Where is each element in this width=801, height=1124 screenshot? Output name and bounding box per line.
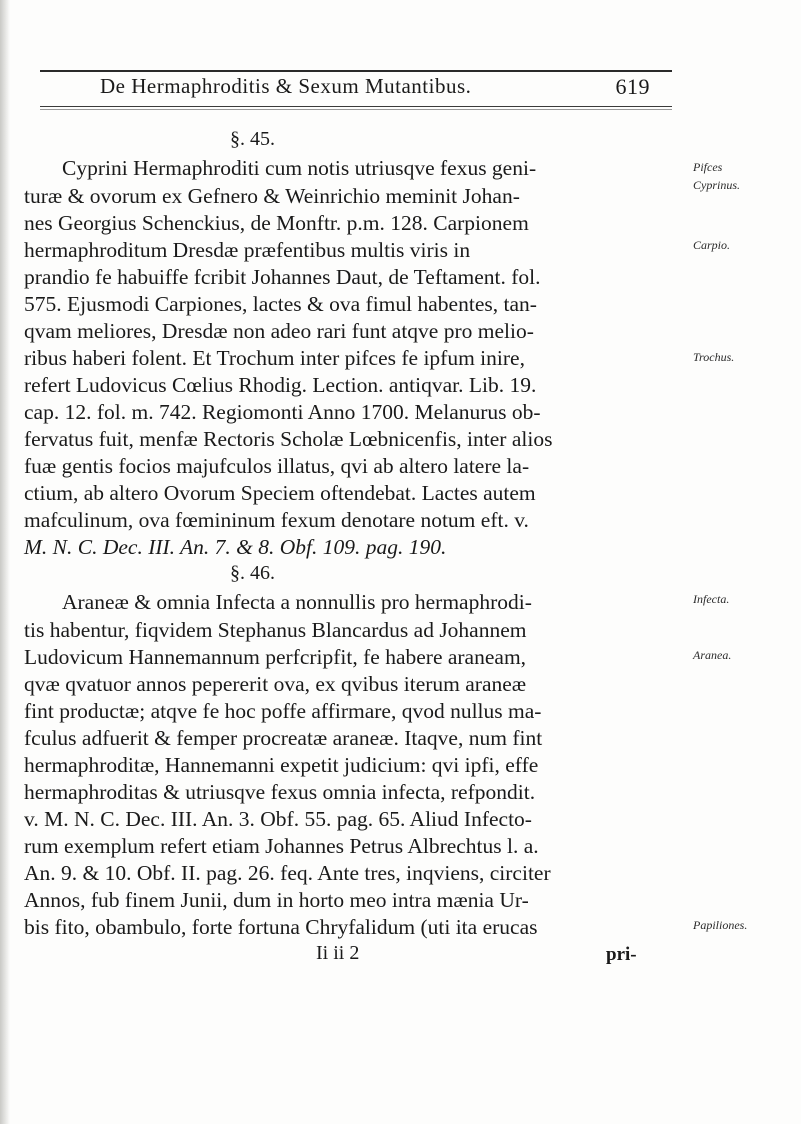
margin-note: Cyprinus. — [693, 178, 741, 192]
text-line: bis fito, obambulo, forte fortuna Chryfalidum (uti ita erucas — [24, 915, 538, 939]
text-line: Araneæ & omnia Infecta a nonnullis pro hermaphrodi- — [62, 590, 532, 614]
text-line: Cyprini Hermaphroditi cum notis utriusqve fexus geni- — [62, 156, 537, 180]
text-line: ribus haberi folent. Et Trochum inter pifces fe ipfum inire, — [24, 346, 525, 370]
section-mark: §. 46. — [230, 562, 275, 584]
text-line: refert Ludovicus Cœlius Rhodig. Lection. antiqvar. Lib. 19. — [24, 373, 537, 397]
margin-note: Trochus. — [693, 350, 735, 364]
margin-note: Aranea. — [693, 648, 732, 662]
text-line: fuæ gentis focios majufculos illatus, qvi ab altero latere la- — [24, 454, 530, 478]
header-rule-thin — [40, 109, 672, 110]
text-line: v. M. N. C. Dec. III. An. 3. Obf. 55. pag. 65. Aliud Infecto- — [24, 807, 532, 831]
text-line: nes Georgius Schenckius, de Monftr. p.m. 128. Carpionem — [24, 211, 529, 235]
text-line: qvam meliores, Dresdæ non adeo rari funt atqve pro melio- — [24, 319, 534, 343]
text-line: An. 9. & 10. Obf. II. pag. 26. feq. Ante tres, inqviens, circiter — [24, 861, 551, 885]
text-line: rum exemplum refert etiam Johannes Petrus Albrechtus l. a. — [24, 834, 539, 858]
margin-note: Pifces — [693, 160, 723, 174]
text-line: qvæ qvatuor annos pepererit ova, ex qvibus iterum araneæ — [24, 672, 527, 696]
margin-note: Carpio. — [693, 238, 731, 252]
text-line: Ludovicum Hannemannum perfcripfit, fe habere araneam, — [24, 645, 527, 669]
running-title: De Hermaphroditis & Sexum Mutantibus. — [100, 74, 472, 98]
text-line: Annos, fub finem Junii, dum in horto meo intra mænia Ur- — [24, 888, 529, 912]
section-mark: §. 45. — [230, 128, 275, 150]
text-line: hermaphroditas & utriusqve fexus omnia infecta, refpondit. — [24, 780, 536, 804]
text-line: hermaphroditæ, Hannemanni expetit judicium: qvi ipfi, effe — [24, 753, 539, 777]
running-header — [90, 74, 650, 104]
text-line: 575. Ejusmodi Carpiones, lactes & ova fimul habentes, tan- — [24, 292, 537, 316]
text-line: mafculinum, ova fœmininum fexum denotare notum eft. v. — [24, 508, 529, 532]
text-line: M. N. C. Dec. III. An. 7. & 8. Obf. 109. pag. 190. — [24, 535, 447, 559]
text-line: prandio fe habuiffe fcribit Johannes Daut, de Teftament. fol. — [24, 265, 541, 289]
signature-mark: Ii ii 2 — [316, 942, 360, 964]
text-line: cap. 12. fol. m. 742. Regiomonti Anno 1700. Melanurus ob- — [24, 400, 541, 424]
margin-note: Papiliones. — [693, 918, 748, 932]
text-line: hermaphroditum Dresdæ præfentibus multis viris in — [24, 238, 471, 262]
margin-note: Infecta. — [693, 592, 730, 606]
text-line: turæ & ovorum ex Gefnero & Weinrichio meminit Johan- — [24, 184, 520, 208]
top-rule — [40, 70, 672, 72]
page-number: 619 — [615, 74, 650, 99]
header-rule — [40, 106, 672, 107]
page-gutter-shadow — [0, 0, 10, 1124]
text-line: fervatus fuit, menfæ Rectoris Scholæ Lœbnicenfis, inter alios — [24, 427, 553, 451]
text-line: fint productæ; atqve fe hoc poffe affirmare, qvod nullus ma- — [24, 699, 542, 723]
text-line: fculus adfuerit & femper procreatæ araneæ. Itaqve, num fint — [24, 726, 543, 750]
catchword: pri- — [606, 944, 637, 965]
text-line: tis habentur, fiqvidem Stephanus Blancardus ad Johannem — [24, 618, 527, 642]
text-line: ctium, ab altero Ovorum Speciem oftendebat. Lactes autem — [24, 481, 536, 505]
